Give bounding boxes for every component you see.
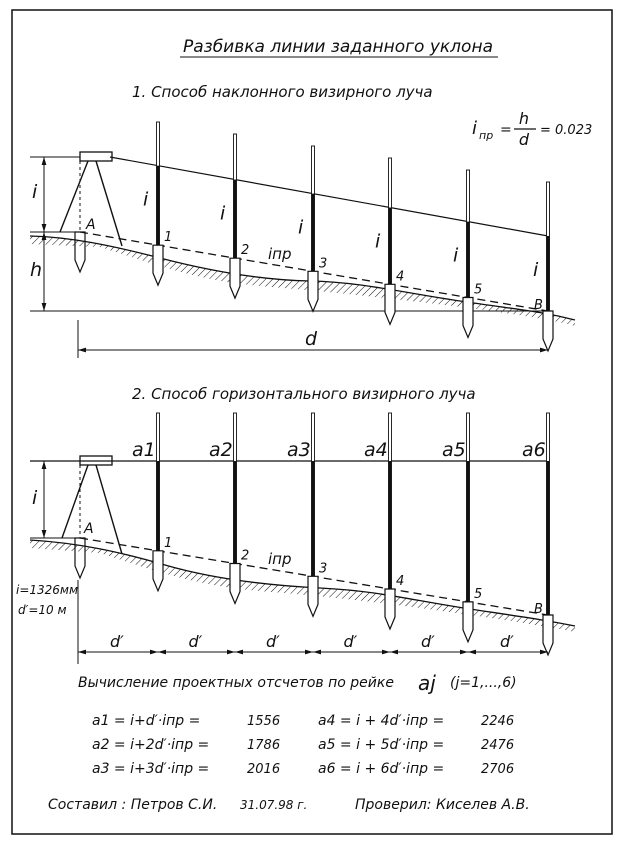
rod-2-1-scale [157,461,160,551]
formula-num: h [518,109,530,128]
point-label-1-5: 5 [474,282,483,298]
calc-row-3-label: a3 = i+3d′·iпр = [92,761,210,777]
calc-row-5-value: 2476 [481,738,515,753]
dprime-label-4: d′ [343,632,358,651]
point-b-label-2: B [534,602,543,617]
point-label-2-5: 5 [474,586,483,602]
peg-a-2 [75,538,85,578]
formula-lhs-sub: пр [479,129,494,142]
section1-heading: 1. Способ наклонного визирного луча [132,83,433,101]
calc-row-1-value: 1556 [247,714,281,729]
point-label-2-3: 3 [319,561,328,577]
calc-heading-symbol: aj [418,671,436,695]
rod-a-label-3: a3 [287,439,311,461]
dprime-label-5: d′ [421,632,435,651]
label-d-1: d [305,328,318,350]
peg-1-4 [385,284,395,324]
calc-row-2-value: 1786 [247,738,281,753]
calc-heading-range: (j=1,...,6) [450,675,517,691]
peg-2-2 [230,564,240,604]
footer [48,797,530,813]
label-h-1: h [30,259,43,281]
rod-a-label-5: a5 [442,439,466,461]
label-i-2: i [32,487,38,509]
calc-row-3-value: 2016 [247,762,281,777]
peg-a-1 [75,232,85,272]
rod-i-label-1-3: i [298,216,304,239]
point-label-1-4: 4 [396,269,405,285]
peg-2-3 [308,576,318,616]
label-ipr-1: iпр [268,245,292,263]
level-instrument-2 [62,456,122,554]
point-label-2-1: 1 [164,535,173,551]
point-label-1-3: 3 [319,256,328,272]
rod-1-4-scale [389,208,392,285]
peg-2-1 [153,551,163,591]
calc-row-6-value: 2706 [481,762,515,777]
dprime-label-6: d′ [500,632,514,651]
peg-2-4 [385,589,395,629]
rod-1-6-scale [547,236,550,311]
formula-value: = 0.023 [540,123,593,138]
section2-heading: 2. Способ горизонтального визирного луча [132,385,476,403]
rod-2-3-scale [312,461,315,576]
rods-section1 [143,122,553,351]
peg-1-3 [308,271,318,311]
rods-section2 [132,413,553,655]
point-label-2-4: 4 [396,574,405,590]
peg-2-6 [543,615,553,655]
rod-1-2-scale [234,180,237,259]
dprime-dimensions [78,632,548,652]
ground-hatch-2 [30,540,575,632]
dprime-label-1: d′ [110,632,124,651]
label-i-1: i [32,181,38,203]
rod-2-6-scale [547,461,550,615]
section1-diagram [30,83,592,358]
rod-i-label-1-5: i [453,244,459,267]
section2-diagram [16,385,575,664]
point-label-2-2: 2 [241,548,250,564]
rod-2-2-scale [234,461,237,564]
calc-row-6-label: a6 = i + 6d′·iпр = [318,761,445,777]
rod-1-5-scale [467,222,470,298]
formula-den: d [518,130,530,149]
peg-2-5 [463,602,473,642]
rod-i-label-1-4: i [375,230,381,253]
dprime-label-2: d′ [188,632,203,651]
calc-row-1-label: a1 = i+d′·iпр = [92,713,201,729]
point-a-label-2: A [84,521,94,537]
calc-row-4-label: a4 = i + 4d′·iпр = [318,713,445,729]
point-b-label-1: B [534,298,543,313]
peg-1-2 [230,258,240,298]
calc-row-2-label: a2 = i+2d′·iпр = [92,737,210,753]
rod-1-3-scale [312,194,315,272]
footer-compiled: Составил : Петров С.И. [48,797,218,813]
rod-2-4-scale [389,461,392,589]
calc-row-4-value: 2246 [481,714,515,729]
peg-1-5 [463,297,473,337]
title: Разбивка линии заданного уклона [182,37,494,57]
rod-1-1-scale [157,166,160,246]
calc-row-5-label: a5 = i + 5d′·iпр = [318,737,445,753]
sight-line-1 [110,157,548,236]
rod-a-label-1: a1 [132,439,156,461]
d-value: d′=10 м [18,603,67,617]
rod-a-label-2: a2 [209,439,233,461]
i-value: i=1326мм [16,583,79,597]
slope-formula [472,109,592,149]
rod-a-label-4: a4 [364,439,388,461]
point-label-1-1: 1 [164,230,173,246]
rod-i-label-1-2: i [220,202,226,225]
point-label-1-2: 2 [241,243,250,259]
label-ipr-2: iпр [268,550,292,568]
calculation-block [78,671,517,777]
footer-checked: Проверил: Киселев А.В. [355,797,530,813]
rod-2-5-scale [467,461,470,602]
rod-a-label-6: a6 [522,439,546,461]
dprime-label-3: d′ [266,632,280,651]
footer-date: 31.07.98 г. [240,798,308,812]
formula-lhs: i [472,118,478,139]
point-a-label-1: A [86,217,96,233]
rod-i-label-1-6: i [533,259,539,281]
rod-i-label-1-1: i [143,188,149,211]
formula-eq: = [500,122,512,138]
peg-1-6 [543,311,553,351]
calc-heading: Вычисление проектных отсчетов по рейке [78,675,394,691]
peg-1-1 [153,245,163,285]
